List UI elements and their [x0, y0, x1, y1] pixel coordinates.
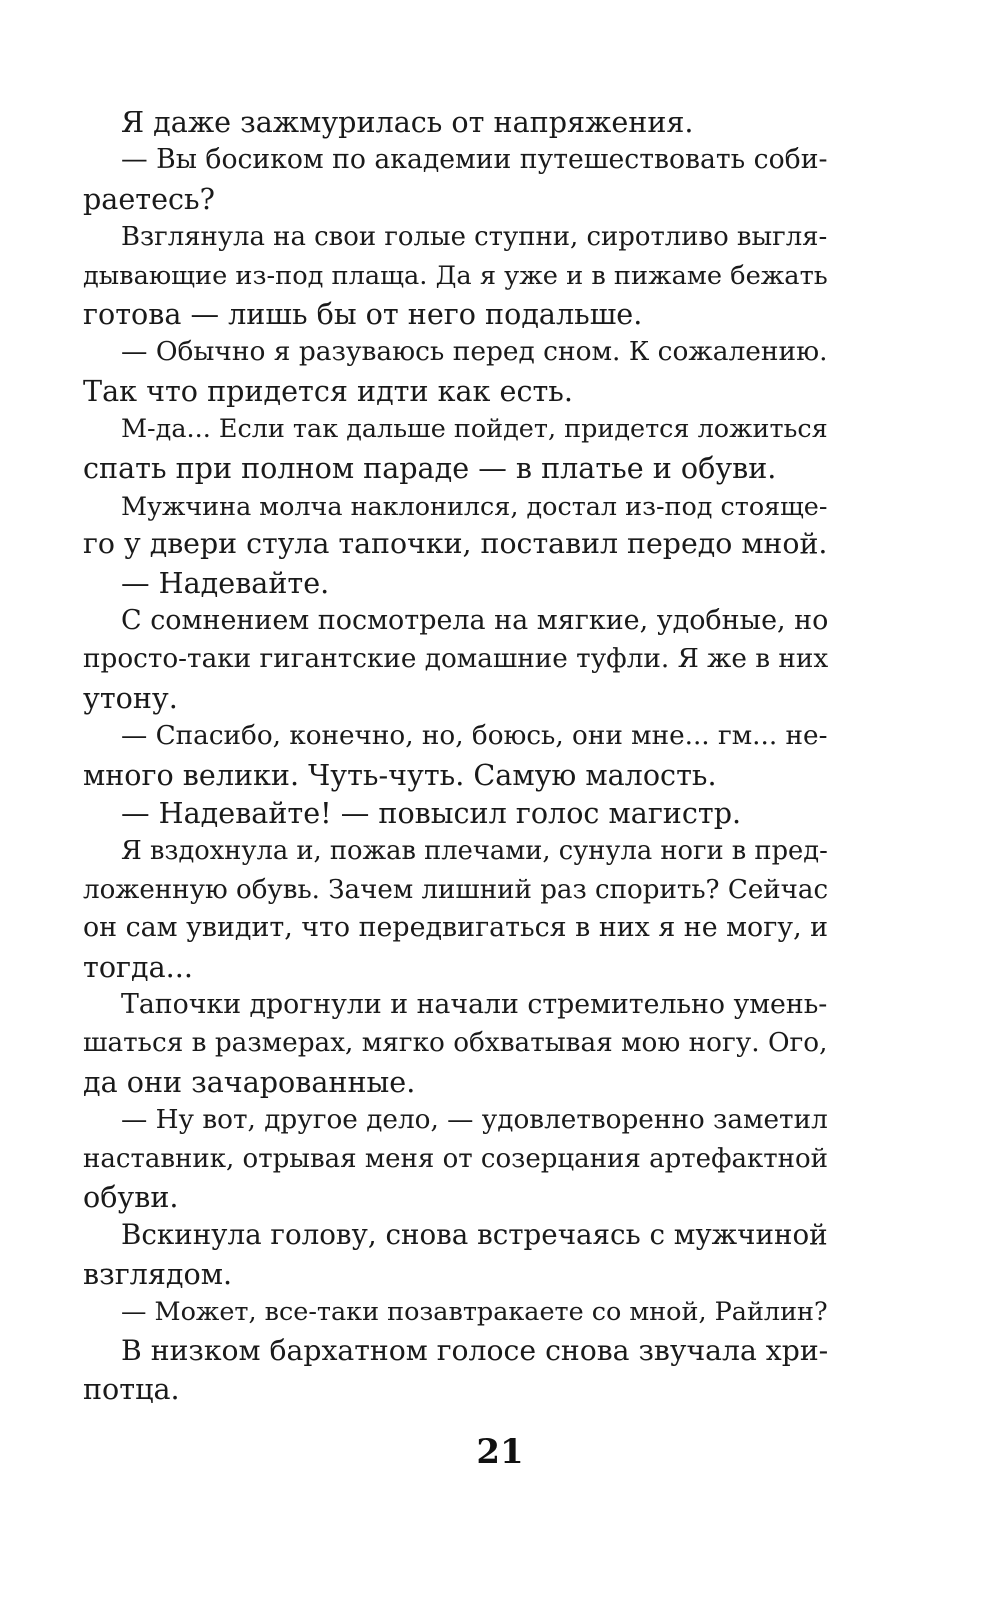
- text-line: он сам увидит, что передвигаться в них я не могу, и: [83, 912, 829, 944]
- text-line: М-да... Если так дальше пойдет, придется ложиться: [121, 414, 828, 445]
- text-line: Вскинула голову, снова встречаясь с мужчиной: [121, 1218, 828, 1252]
- text-line: раетесь?: [83, 181, 215, 216]
- text-line: дывающие из-под плаща. Да я уже и в пижаме бежать: [83, 260, 828, 291]
- text-line: — Ну вот, другое дело, — удовлетворенно заметил: [121, 1105, 828, 1136]
- text-line: просто-таки гигантские домашние туфли. Я же в них: [83, 644, 829, 675]
- body-text: [83, 103, 828, 1408]
- text-line: — Надевайте.: [121, 565, 330, 600]
- text-line: спать при полном параде — в платье и обуви.: [83, 450, 777, 485]
- text-line: Так что придется идти как есть.: [83, 373, 573, 408]
- text-line: взглядом.: [83, 1256, 233, 1291]
- text-line: С сомнением посмотрела на мягкие, удобные, но: [121, 605, 829, 637]
- text-line: утону.: [83, 680, 178, 715]
- text-line: тогда...: [83, 949, 193, 984]
- text-line: Взглянула на свои голые ступни, сиротливо выгля-: [121, 222, 828, 253]
- text-line: — Может, все-таки позавтракаете со мной, Райлин?: [121, 1297, 828, 1328]
- text-line: Мужчина молча наклонился, достал из-под стояще-: [121, 490, 828, 521]
- text-line: да они зачарованные.: [83, 1064, 416, 1099]
- text-line: обуви.: [83, 1179, 179, 1214]
- text-line: наставник, отрывая меня от созерцания артефактной: [83, 1143, 829, 1174]
- text-line: потца.: [83, 1371, 180, 1406]
- text-line: го у двери стула тапочки, поставил передо мной.: [83, 527, 828, 561]
- text-line: — Спасибо, конечно, но, боюсь, они мне... гм... не-: [121, 721, 828, 752]
- text-line: шаться в размерах, мягко обхватывая мою ногу. Ого,: [83, 1028, 828, 1059]
- text-line: — Вы босиком по академии путешествовать соби-: [121, 144, 828, 176]
- text-line: Тапочки дрогнули и начали стремительно умень-: [121, 988, 828, 1020]
- text-line: готова — лишь бы от него подальше.: [83, 296, 643, 331]
- text-line: много велики. Чуть-чуть. Самую малость.: [83, 757, 717, 792]
- text-line: В низком бархатном голосе снова звучала хри-: [121, 1333, 829, 1367]
- text-line: Я вздохнула и, пожав плечами, сунула ноги в пред-: [121, 836, 828, 867]
- text-line: — Надевайте! — повысил голос магистр.: [121, 796, 742, 831]
- text-line: ложенную обувь. Зачем лишний раз спорить? Сейчас: [83, 874, 829, 905]
- text-line: Я даже зажмурилась от напряжения.: [121, 105, 694, 139]
- text-line: — Обычно я разуваюсь перед сном. К сожалению.: [121, 336, 828, 368]
- page-number: 21: [476, 1432, 524, 1472]
